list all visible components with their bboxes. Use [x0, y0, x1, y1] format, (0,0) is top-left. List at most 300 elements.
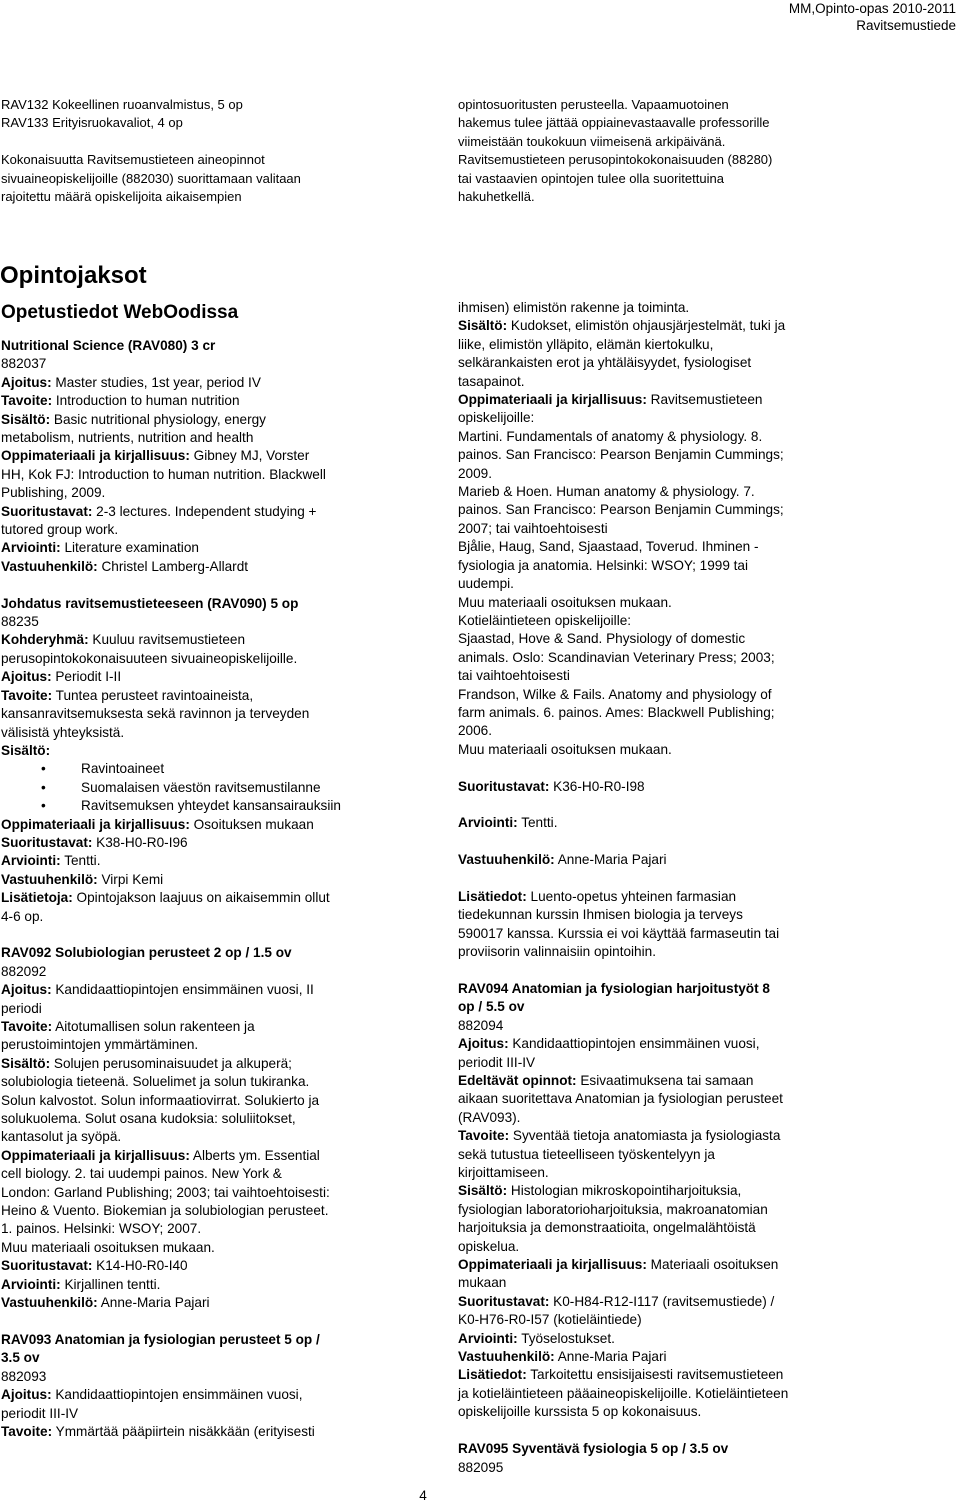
- field-label: Nutritional Science (RAV080) 3 cr: [1, 338, 216, 353]
- field-label: Sisältö:: [1, 411, 51, 427]
- field-label: Arviointi:: [458, 1330, 518, 1346]
- text-line: [458, 906, 878, 924]
- field-value: periodi: [1, 1000, 42, 1016]
- text-line: [1, 1276, 411, 1294]
- bullet-item: • Ravitsemuksen yhteydet kansansairauksiin: [1, 797, 411, 815]
- course-block: [458, 299, 878, 759]
- field-label: RAV094 Anatomian ja fysiologian harjoitustyöt 8: [458, 980, 770, 996]
- block-gap: [1, 576, 411, 594]
- field-value: fysiologia ja anatomia. Helsinki: WSOY; 1999 tai: [458, 557, 749, 573]
- text-line: [458, 1440, 878, 1458]
- text-line: sivuaineopiskelijoille (882030) suorittamaan valitaan: [1, 170, 301, 186]
- field-value: Literature examination: [60, 540, 199, 556]
- text-line: [1, 1368, 411, 1386]
- field-label: Oppimateriaali ja kirjallisuus:: [1, 448, 190, 464]
- block-gap: [458, 1422, 878, 1440]
- text-line: [1, 484, 411, 502]
- field-value: tiedekunnan kurssin Ihmisen biologia ja terveys: [458, 907, 743, 923]
- field-label: Lisätietoja:: [1, 890, 73, 906]
- field-label: Ajoitus:: [1, 1387, 52, 1403]
- text-line: [458, 575, 878, 593]
- field-label: Suoritustavat:: [458, 1293, 550, 1309]
- field-value: Tentti.: [517, 815, 558, 831]
- text-line: [1, 1239, 411, 1257]
- text-line: [1, 558, 411, 576]
- field-value: Anne-Maria Pajari: [554, 1349, 667, 1365]
- field-value: (RAV093).: [458, 1109, 521, 1125]
- field-value: HH, Kok FJ: Introduction to human nutrition. Blackwell: [1, 466, 326, 482]
- field-label: Tavoite:: [1, 687, 53, 703]
- course-block: [458, 1440, 878, 1477]
- field-value: Kotieläintieteen opiskelijoille:: [458, 612, 632, 628]
- text-line: [1, 1294, 411, 1312]
- text-line: [1, 411, 411, 429]
- field-value: Martini. Fundamentals of anatomy & physiology. 8.: [458, 428, 763, 444]
- block-gap: [458, 759, 878, 777]
- text-line: [458, 1459, 878, 1477]
- text-line: [1, 521, 411, 539]
- field-value: farm animals. 6. painos. Ames: Blackwell Publishing;: [458, 704, 775, 720]
- text-line: [1, 447, 411, 465]
- field-value: Syventää tietoja anatomiasta ja fysiologiasta: [509, 1128, 781, 1144]
- text-line: tai vastaavien opintojen tulee olla suoritettuina: [458, 170, 724, 186]
- text-line: [458, 501, 878, 519]
- text-line: [1, 650, 411, 668]
- text-line: [458, 998, 878, 1016]
- field-value: Anne-Maria Pajari: [97, 1295, 210, 1311]
- field-label: Sisältö:: [1, 1055, 51, 1071]
- text-line: [1, 1405, 411, 1423]
- text-line: [1, 1092, 411, 1110]
- field-label: RAV092 Solubiologian perusteet 2 op / 1.5 ov: [1, 945, 292, 961]
- text-line: [1, 1147, 411, 1165]
- text-line: [1, 355, 411, 373]
- field-value: Christel Lamberg-Allardt: [97, 558, 249, 574]
- text-line: [458, 1109, 878, 1127]
- text-line: [1, 742, 411, 760]
- field-value: Publishing, 2009.: [1, 485, 106, 501]
- text-line: [1, 963, 411, 981]
- field-value: Työselostukset.: [517, 1330, 615, 1346]
- field-label: Tavoite:: [1, 393, 53, 409]
- text-line: [458, 317, 878, 335]
- text-line: [1, 1331, 411, 1349]
- field-value: tai vaihtoehtoisesti: [458, 668, 570, 684]
- text-line: [458, 1017, 878, 1035]
- field-value: Kudokset, elimistön ohjausjärjestelmät, tuki ja: [507, 318, 786, 334]
- section-title: Opintojaksot: [0, 262, 147, 289]
- field-label: Ajoitus:: [1, 982, 52, 998]
- text-line: [1, 337, 411, 355]
- field-label: Sisältö:: [1, 742, 51, 758]
- field-value: Alberts ym. Essential: [189, 1147, 320, 1163]
- field-label: Kohderyhmä:: [1, 632, 89, 648]
- text-line: [458, 1366, 878, 1384]
- field-label: 3.5 ov: [1, 1350, 40, 1366]
- text-line: [1, 687, 411, 705]
- text-line: [458, 483, 878, 501]
- field-value: Virpi Kemi: [97, 871, 164, 887]
- text-line: [458, 465, 878, 483]
- field-value: tutored group work.: [1, 522, 119, 538]
- subsection-title: Opetustiedot WebOodissa: [1, 302, 239, 323]
- text-line: [1, 871, 411, 889]
- field-value: 2-3 lectures. Independent studying +: [92, 503, 317, 519]
- text-line: [458, 557, 878, 575]
- field-value: metabolism, nutrients, nutrition and health: [1, 430, 254, 446]
- text-line: [458, 1311, 878, 1329]
- text-line: hakuhetkellä.: [458, 189, 535, 205]
- text-line: [458, 1330, 878, 1348]
- field-value: 2009.: [458, 465, 493, 481]
- text-line: [458, 778, 878, 796]
- field-value: ja kotieläintieteen pääaineopiskelijoille. Kotieläintieteen: [458, 1385, 789, 1401]
- course-block: [1, 1331, 411, 1441]
- field-value: Luento-opetus yhteinen farmasian: [526, 888, 737, 904]
- field-value: 2006.: [458, 723, 493, 739]
- field-value: painos. San Francisco: Pearson Benjamin Cummings;: [458, 502, 784, 518]
- field-value: Heino & Vuento. Biokemian ja solubiologian perusteet.: [1, 1203, 329, 1219]
- header-line-1: MM,Opinto-opas 2010-2011: [788, 1, 956, 16]
- text-line: [458, 409, 878, 427]
- text-line: viimeistään toukokuun viimeisenä arkipäivänä.: [458, 133, 726, 149]
- field-value: opiskelijoille:: [458, 410, 535, 426]
- text-line: [458, 722, 878, 740]
- field-value: Anne-Maria Pajari: [554, 852, 667, 868]
- field-value: harjoituksia ja demonstraatioita, ongelmalähtöistä: [458, 1220, 756, 1236]
- text-line: [458, 520, 878, 538]
- text-line: [1, 503, 411, 521]
- field-value: Introduction to human nutrition: [52, 393, 240, 409]
- text-line: [458, 373, 878, 391]
- text-line: [1, 724, 411, 742]
- field-value: Bjålie, Haug, Sand, Sjaastaad, Toverud. Ihminen -: [458, 539, 759, 555]
- block-gap: [458, 796, 878, 814]
- text-line: Kokonaisuutta Ravitsemustieteen aineopinnot: [1, 152, 265, 168]
- field-value: Esivaatimuksena tai samaan: [576, 1072, 754, 1088]
- block-gap: [458, 833, 878, 851]
- text-line: [458, 1219, 878, 1237]
- text-line: [458, 612, 878, 630]
- field-value: uudempi.: [458, 576, 514, 592]
- field-value: London: Garland Publishing; 2003; tai vaihtoehtoisesti:: [1, 1184, 330, 1200]
- text-line: [458, 704, 878, 722]
- left-column: [1, 301, 411, 1441]
- field-label: Ajoitus:: [458, 1036, 509, 1052]
- top-left-text: [1, 96, 421, 206]
- field-value: K14-H0-R0-I40: [92, 1258, 188, 1274]
- text-line: [1, 1349, 411, 1367]
- field-value: Tuntea perusteet ravintoaineista,: [52, 687, 254, 703]
- text-line: [1, 539, 411, 557]
- text-line: [1, 816, 411, 834]
- field-value: 882095: [458, 1459, 504, 1475]
- text-line: [458, 1164, 878, 1182]
- text-line: [1, 981, 411, 999]
- field-value: Periodit I-II: [51, 669, 122, 685]
- field-value: Kandidaattiopintojen ensimmäinen vuosi,: [508, 1036, 760, 1052]
- text-line: [1, 944, 411, 962]
- text-line: [1, 374, 411, 392]
- right-column: [458, 299, 878, 1477]
- course-block: [1, 595, 411, 926]
- field-value: aikaan suoritettava Anatomian ja fysiologian perusteet: [458, 1091, 783, 1107]
- field-value: kantasolut ja syöpä.: [1, 1129, 122, 1145]
- field-value: Histologian mikroskopointiharjoituksia,: [507, 1183, 742, 1199]
- field-value: Frandson, Wilke & Fails. Anatomy and physiology of: [458, 686, 772, 702]
- text-line: [1, 1202, 411, 1220]
- text-line: [458, 1054, 878, 1072]
- field-value: opiskelua.: [458, 1238, 520, 1254]
- field-value: kirjoittamiseen.: [458, 1165, 549, 1181]
- text-line: [458, 336, 878, 354]
- text-line: [458, 630, 878, 648]
- course-block: [458, 888, 878, 962]
- text-line: [458, 1256, 878, 1274]
- block-gap: [458, 870, 878, 888]
- field-value: perusopintokokonaisuuteen sivuaineopiskelijoille.: [1, 650, 298, 666]
- field-value: Opintojakson laajuus on aikaisemmin ollut: [72, 890, 330, 906]
- field-label: Lisätiedot:: [458, 888, 527, 904]
- field-value: 88235: [1, 614, 39, 630]
- text-line: [1, 1220, 411, 1238]
- bullet-item: • Suomalaisen väestön ravitsemustilanne: [1, 779, 411, 797]
- field-label: Arviointi:: [1, 1276, 61, 1292]
- field-value: Gibney MJ, Vorster: [189, 448, 310, 464]
- field-value: 1. painos. Helsinki: WSOY; 2007.: [1, 1221, 202, 1237]
- field-value: K0-H84-R12-I117 (ravitsemustiede) /: [549, 1293, 775, 1309]
- field-label: Vastuuhenkilö:: [458, 852, 555, 868]
- field-value: ihmisen) elimistön rakenne ja toiminta.: [458, 300, 690, 315]
- text-line: [458, 299, 878, 317]
- field-label: op / 5.5 ov: [458, 999, 525, 1015]
- field-value: Aitotumallisen solun rakenteen ja: [52, 1019, 255, 1034]
- field-label: Tavoite:: [458, 1128, 510, 1144]
- field-value: perustoimintojen ymmärtäminen.: [1, 1037, 199, 1053]
- field-label: Tavoite:: [1, 1423, 53, 1439]
- field-label: Ajoitus:: [1, 374, 52, 390]
- text-line: [1, 1423, 411, 1441]
- page-header: [789, 0, 956, 34]
- field-value: Kandidaattiopintojen ensimmäinen vuosi, II: [51, 982, 314, 998]
- text-line: [458, 391, 878, 409]
- field-label: Vastuuhenkilö:: [1, 1295, 98, 1311]
- field-value: Marieb & Hoen. Human anatomy & physiology. 7.: [458, 484, 755, 500]
- field-value: animals. Oslo: Scandinavian Veterinary Press; 2003;: [458, 649, 775, 665]
- field-label: Oppimateriaali ja kirjallisuus:: [1, 816, 190, 832]
- text-line: [1, 834, 411, 852]
- text-line: [1, 429, 411, 447]
- text-line: [458, 538, 878, 556]
- field-value: periodit III-IV: [1, 1405, 79, 1421]
- field-value: mukaan: [458, 1275, 507, 1291]
- text-line: [458, 1274, 878, 1292]
- text-line: [458, 980, 878, 998]
- block-gap: [458, 962, 878, 980]
- text-line: Ravitsemustieteen perusopintokokonaisuuden (88280): [458, 152, 773, 168]
- page-number: 4: [419, 1488, 427, 1503]
- field-value: Muu materiaali osoituksen mukaan.: [1, 1239, 215, 1255]
- text-line: [458, 686, 878, 704]
- field-value: välisistä yhteyksistä.: [1, 724, 125, 740]
- field-value: proviisorin valinnaisiin opintoihin.: [458, 944, 656, 960]
- field-label: Oppimateriaali ja kirjallisuus:: [458, 1257, 647, 1273]
- field-value: K38-H0-R0-I96: [92, 834, 188, 850]
- field-value: periodit III-IV: [458, 1054, 536, 1070]
- text-line: hakemus tulee jättää oppiainevastaavalle professorille: [458, 115, 770, 131]
- field-value: sekä tutustua tieteelliseen työskentelyyn ja: [458, 1146, 715, 1162]
- text-line: [1, 1128, 411, 1146]
- text-line: [1, 1110, 411, 1128]
- field-label: Oppimateriaali ja kirjallisuus:: [458, 392, 647, 408]
- field-value: liike, elimistön ylläpito, elämän kiertokulku,: [458, 336, 714, 352]
- field-value: Basic nutritional physiology, energy: [50, 411, 266, 427]
- field-label: RAV095 Syventävä fysiologia 5 op / 3.5 ov: [458, 1441, 729, 1457]
- field-label: Suoritustavat:: [1, 834, 93, 850]
- field-label: Tavoite:: [1, 1019, 53, 1034]
- field-label: Vastuuhenkilö:: [1, 871, 98, 887]
- field-value: Muu materiaali osoituksen mukaan.: [458, 741, 672, 757]
- text-line: [1, 908, 411, 926]
- field-value: Kuuluu ravitsemustieteen: [88, 632, 246, 648]
- text-line: [458, 354, 878, 372]
- text-line: [458, 925, 878, 943]
- field-value: Kandidaattiopintojen ensimmäinen vuosi,: [51, 1387, 303, 1403]
- field-value: 2007; tai vaihtoehtoisesti: [458, 520, 608, 536]
- text-line: [458, 1182, 878, 1200]
- text-line: [1, 631, 411, 649]
- text-line: [1, 1184, 411, 1202]
- bullet-list: [1, 760, 411, 815]
- block-gap: [1, 1313, 411, 1331]
- field-value: 590017 kanssa. Kurssia ei voi käyttää farmaseutin tai: [458, 925, 780, 941]
- field-value: opiskelijoille kurssista 5 op kokonaisuus.: [458, 1404, 702, 1420]
- text-line: [1, 1018, 411, 1036]
- field-value: Master studies, 1st year, period IV: [51, 374, 261, 390]
- field-value: tasapainot.: [458, 373, 525, 389]
- text-line: [458, 594, 878, 612]
- field-value: kansanravitsemuksesta sekä ravinnon ja terveyden: [1, 706, 310, 722]
- text-line: [458, 741, 878, 759]
- text-line: [458, 667, 878, 685]
- field-value: Osoituksen mukaan: [189, 816, 314, 832]
- text-line: [458, 446, 878, 464]
- text-line: [1, 1386, 411, 1404]
- field-label: Sisältö:: [458, 1183, 508, 1199]
- field-value: Tarkoitettu ensisijaisesti ravitsemustieteen: [526, 1367, 784, 1383]
- field-label: Vastuuhenkilö:: [1, 558, 98, 574]
- text-line: [1, 595, 411, 613]
- field-value: Muu materiaali osoituksen mukaan.: [458, 594, 672, 610]
- text-line: [458, 851, 878, 869]
- field-value: 882092: [1, 963, 47, 979]
- text-line: [458, 1072, 878, 1090]
- field-label: Arviointi:: [1, 540, 61, 556]
- text-line: [1, 1000, 411, 1018]
- field-value: Materiaali osoituksen: [646, 1257, 779, 1273]
- field-value: 882037: [1, 356, 47, 372]
- text-line: [1, 1055, 411, 1073]
- course-block: [458, 778, 878, 796]
- field-label: Vastuuhenkilö:: [458, 1349, 555, 1365]
- text-line: RAV132 Kokeellinen ruoanvalmistus, 5 op: [1, 97, 243, 112]
- field-value: Kirjallinen tentti.: [60, 1276, 161, 1292]
- text-line: [1, 668, 411, 686]
- field-value: K36-H0-R0-I98: [549, 778, 645, 794]
- text-line: [458, 814, 878, 832]
- field-label: RAV093 Anatomian ja fysiologian perusteet 5 op /: [1, 1331, 320, 1347]
- text-line: [458, 1238, 878, 1256]
- text-line: [458, 1293, 878, 1311]
- field-value: selkärankaisten erot ja yhtäläisyydet, fysiologiset: [458, 355, 752, 371]
- field-value: 882094: [458, 1017, 504, 1033]
- field-value: Tentti.: [60, 853, 101, 869]
- field-value: Solujen perusominaisuudet ja alkuperä;: [50, 1055, 292, 1071]
- course-block: [458, 980, 878, 1422]
- course-block: [458, 851, 878, 869]
- course-block: [458, 814, 878, 832]
- text-line: [458, 888, 878, 906]
- text-line: [1, 1257, 411, 1275]
- field-label: Ajoitus:: [1, 669, 52, 685]
- text-line: [458, 1090, 878, 1108]
- text-line: [1, 613, 411, 631]
- field-label: Suoritustavat:: [1, 503, 93, 519]
- text-line: [458, 1385, 878, 1403]
- bullet-item: • Ravintoaineet: [1, 760, 411, 778]
- text-line: [458, 1127, 878, 1145]
- field-value: fysiologian laboratorioharjoituksia, makroanatomian: [458, 1201, 768, 1217]
- field-value: solubiologia tieteenä. Soluelimet ja solun tukiranka.: [1, 1074, 310, 1090]
- text-line: [1, 705, 411, 723]
- field-value: Solun kalvostot. Solun informaatiovirrat. Solukierto ja: [1, 1092, 320, 1108]
- field-value: Sjaastad, Hove & Sand. Physiology of domestic: [458, 631, 746, 647]
- field-label: Oppimateriaali ja kirjallisuus:: [1, 1147, 190, 1163]
- field-value: solukuolema. Solut osana kudoksia: soluliitokset,: [1, 1111, 296, 1127]
- text-line: [458, 1035, 878, 1053]
- field-label: Edeltävät opinnot:: [458, 1072, 577, 1088]
- field-label: Arviointi:: [1, 853, 61, 869]
- field-label: Lisätiedot:: [458, 1367, 527, 1383]
- top-right-text: [458, 96, 878, 206]
- block-gap: [1, 926, 411, 944]
- header-line-2: Ravitsemustiede: [856, 18, 956, 33]
- field-value: Ymmärtää pääpiirtein nisäkkään (erityisesti: [52, 1423, 315, 1439]
- text-line: [1, 466, 411, 484]
- field-label: Johdatus ravitsemustieteeseen (RAV090) 5 op: [1, 595, 299, 611]
- text-line: [1, 392, 411, 410]
- text-line: [458, 1403, 878, 1421]
- text-line: [1, 1036, 411, 1054]
- text-line: [1, 133, 421, 151]
- text-line: opintosuoritusten perusteella. Vapaamuotoinen: [458, 97, 729, 112]
- field-label: Suoritustavat:: [458, 778, 550, 794]
- field-value: 4-6 op.: [1, 908, 44, 924]
- field-label: Suoritustavat:: [1, 1258, 93, 1274]
- course-block: [1, 944, 411, 1312]
- field-value: cell biology. 2. tai uudempi painos. New York &: [1, 1166, 282, 1182]
- text-line: [1, 1165, 411, 1183]
- field-label: Arviointi:: [458, 815, 518, 831]
- text-line: [458, 1146, 878, 1164]
- course-block: [1, 337, 411, 576]
- text-line: [458, 943, 878, 961]
- text-line: [458, 428, 878, 446]
- field-value: 882093: [1, 1368, 47, 1384]
- text-line: [1, 1073, 411, 1091]
- text-line: [1, 889, 411, 907]
- text-line: [458, 1201, 878, 1219]
